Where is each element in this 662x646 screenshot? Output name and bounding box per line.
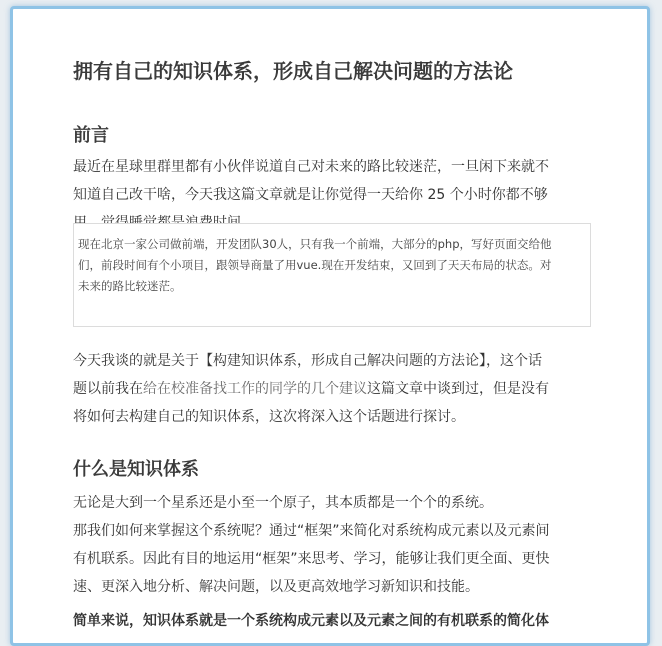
quote-block — [73, 223, 591, 327]
body-text: 这篇文章中谈到过，但是没有 — [367, 381, 549, 397]
body-line: 将如何去构建自己的知识体系，这次将深入这个话题进行探讨。 — [73, 409, 465, 425]
quote-line: 现在北京一家公司做前端，开发团队30人，只有我一个前端，大部分的php，写好页面交给他 — [78, 237, 552, 251]
page-card — [10, 6, 650, 646]
article-title: 拥有自己的知识体系，形成自己解决问题的方法论 — [73, 59, 513, 83]
definition-paragraph — [73, 489, 593, 601]
section-heading-preface: 前言 — [73, 125, 109, 146]
article-link[interactable]: 给在校准备找工作的同学的几个建议 — [143, 381, 367, 397]
quote-line: 们，前段时间有个小项目，跟领导商量了用vue.现在开发结束，又回到了天天布局的状态。对 — [78, 258, 552, 272]
summary-paragraph — [73, 607, 593, 635]
summary-line: 简单来说，知识体系就是一个系统构成元素以及元素之间的有机联系的简化体 — [73, 613, 549, 629]
intro-line: 最近在星球里群里都有小伙伴说道自己对未来的路比较迷茫，一旦闲下来就不 — [73, 159, 549, 175]
body-paragraph — [73, 347, 593, 431]
definition-line: 那我们如何来掌握这个系统呢？通过“框架”来简化对系统构成元素以及元素间 — [73, 523, 550, 539]
body-text: 题以前我在 — [73, 381, 143, 397]
definition-line: 速、更深入地分析、解决问题，以及更高效地学习新知识和技能。 — [73, 579, 479, 595]
quote-line: 未来的路比较迷茫。 — [78, 279, 182, 293]
definition-line: 有机联系。因此有目的地运用“框架”来思考、学习，能够让我们更全面、更快 — [73, 551, 550, 567]
body-line: 今天我谈的就是关于【构建知识体系，形成自己解决问题的方法论】，这个话 — [73, 353, 542, 369]
intro-line: 知道自己改干啥，今天我这篇文章就是让你觉得一天给你 25 个小时你都不够 — [73, 187, 548, 203]
section-heading-knowledge-system: 什么是知识体系 — [73, 459, 199, 480]
body-line — [73, 375, 593, 403]
definition-line: 无论是大到一个星系还是小至一个原子，其本质都是一个个的系统。 — [73, 495, 493, 511]
